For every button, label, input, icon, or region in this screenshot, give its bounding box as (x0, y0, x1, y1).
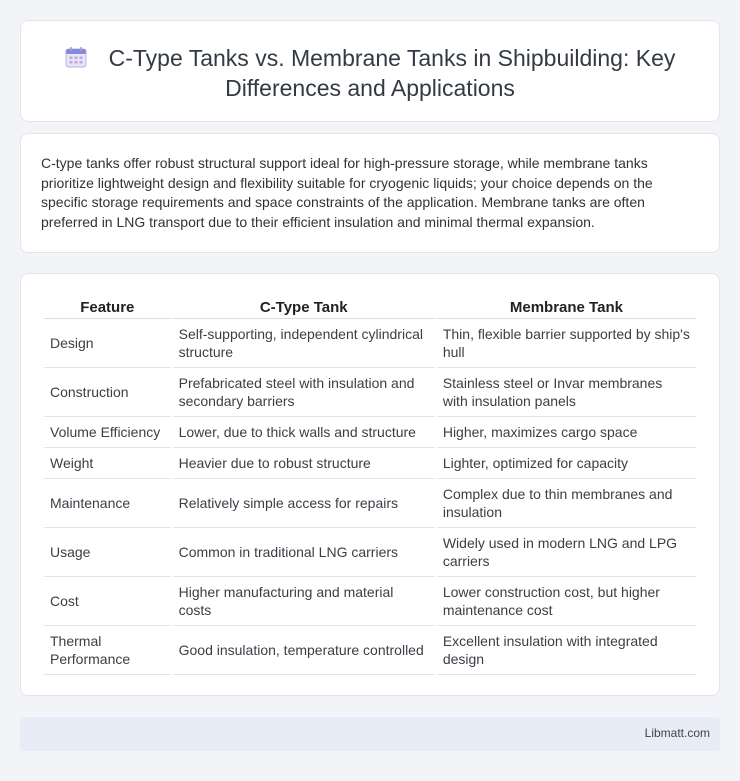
title-card (20, 20, 720, 122)
table-header-row (44, 297, 696, 319)
footer-brand[interactable]: Libmatt.com (644, 726, 710, 740)
summary-text: C-type tanks offer robust structural support ideal for high-pressure storage, while membrane tanks prioritize lightweight design and flexibility suitable for cryogenic liquids; your choice depends on the specific storage requirements and space constraints of the application. Membrane tanks are often preferred in LNG transport due to their efficient insulation and minimal thermal expansion. (41, 155, 653, 230)
feature-cell: Maintenance (44, 479, 171, 528)
c-type-cell: Prefabricated steel with insulation and secondary barriers (173, 368, 435, 417)
feature-cell: Construction (44, 368, 171, 417)
membrane-cell: Complex due to thin membranes and insulation (437, 479, 696, 528)
header-membrane-tank: Membrane Tank (437, 297, 696, 319)
page-title (21, 43, 719, 103)
feature-cell: Volume Efficiency (44, 417, 171, 448)
membrane-cell: Widely used in modern LNG and LPG carriers (437, 528, 696, 577)
c-type-cell: Relatively simple access for repairs (173, 479, 435, 528)
membrane-cell: Stainless steel or Invar membranes with insulation panels (437, 368, 696, 417)
membrane-cell: Higher, maximizes cargo space (437, 417, 696, 448)
comparison-table (42, 297, 698, 675)
membrane-cell: Lighter, optimized for capacity (437, 448, 696, 479)
table-row (44, 417, 696, 448)
c-type-cell: Heavier due to robust structure (173, 448, 435, 479)
table-row (44, 319, 696, 368)
table-row (44, 577, 696, 626)
membrane-cell: Lower construction cost, but higher maintenance cost (437, 577, 696, 626)
header-feature: Feature (44, 297, 171, 319)
table-row (44, 626, 696, 675)
c-type-cell: Higher manufacturing and material costs (173, 577, 435, 626)
calendar-icon (65, 46, 87, 68)
feature-cell: Thermal Performance (44, 626, 171, 675)
page-title-text: C-Type Tanks vs. Membrane Tanks in Shipbuilding: Key Differences and Applications (108, 45, 676, 101)
membrane-cell: Thin, flexible barrier supported by ship's hull (437, 319, 696, 368)
feature-cell: Design (44, 319, 171, 368)
feature-cell: Usage (44, 528, 171, 577)
c-type-cell: Lower, due to thick walls and structure (173, 417, 435, 448)
summary-card (20, 133, 720, 253)
table-row (44, 479, 696, 528)
table-row (44, 528, 696, 577)
table-row (44, 448, 696, 479)
footer (20, 717, 720, 751)
comparison-card (20, 273, 720, 696)
feature-cell: Cost (44, 577, 171, 626)
feature-cell: Weight (44, 448, 171, 479)
membrane-cell: Excellent insulation with integrated design (437, 626, 696, 675)
c-type-cell: Self-supporting, independent cylindrical structure (173, 319, 435, 368)
table-row (44, 368, 696, 417)
c-type-cell: Good insulation, temperature controlled (173, 626, 435, 675)
c-type-cell: Common in traditional LNG carriers (173, 528, 435, 577)
header-c-type-tank: C-Type Tank (173, 297, 435, 319)
